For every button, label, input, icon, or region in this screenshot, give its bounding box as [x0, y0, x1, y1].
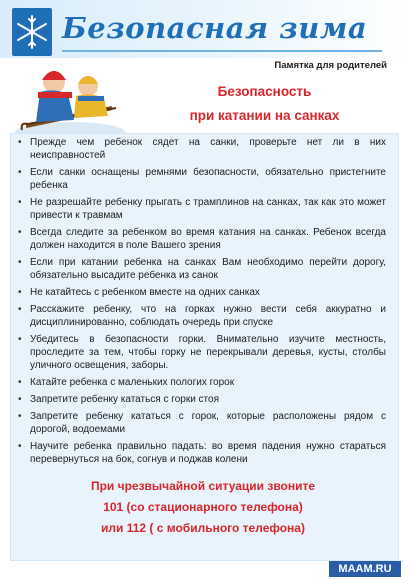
list-item: • Катайте ребенка с маленьких пологих горок — [18, 377, 235, 388]
bullet-icon: • — [18, 227, 22, 238]
list-item: • Убедитесь в безопасности горки. Внимательно изучите местность, проследите за тем, чтобы горку не перекрывали деревья, кусты, столбы уличного освещения, заборы. — [18, 334, 386, 371]
contact-line2: 101 (со стационарного телефона) — [103, 500, 303, 514]
section-heading-line1: Безопасность — [217, 84, 312, 99]
bullet-icon: • — [18, 287, 22, 298]
emergency-contact — [18, 476, 388, 539]
subtitle: Памятка для родителей — [274, 60, 387, 71]
bullet-icon: • — [18, 441, 22, 452]
bullet-icon: • — [18, 257, 22, 268]
list-item: • Всегда следите за ребенком во время катания на санках. Ребенок всегда должен находится в поле Вашего зрения — [18, 227, 386, 251]
contact-line1: При чрезвычайной ситуации звоните — [90, 479, 316, 493]
contact-line3: или 112 ( с мобильного телефона) — [101, 521, 305, 535]
bullet-icon: • — [18, 394, 22, 405]
bullet-icon: • — [18, 377, 22, 388]
children-sledding-illustration — [12, 52, 130, 144]
list-item: • Если при катании ребенка на санках Вам необходимо перейти дорогу, обязательно высадите ребенка из санок — [18, 257, 386, 281]
bullet-icon: • — [18, 334, 22, 345]
list-item: • Научите ребенка правильно падать: во время падения нужно стараться перевернуться на бок, согнув и поджав колени — [18, 441, 386, 465]
list-item: • Если санки оснащены ремнями безопасности, обязательно пристегните ребенка — [18, 167, 386, 191]
section-heading-line2: при катании на санках — [189, 108, 340, 123]
list-item: • Запретите ребенку кататься с горок, которые расположены рядом с дорогой, водоемами — [18, 411, 386, 435]
list-item: • Не катайтесь с ребенком вместе на одних санках — [18, 287, 260, 298]
bullet-icon: • — [18, 197, 22, 208]
list-item: • Расскажите ребенку, что на горках нужно вести себя аккуратно и дисциплинированно, соблюдать очередь при спуске — [18, 304, 386, 328]
bullet-icon: • — [18, 167, 22, 178]
page-title: Безопасная зима — [62, 11, 368, 45]
snowflake-icon — [12, 8, 52, 56]
bullet-icon: • — [18, 304, 22, 315]
bullet-icon: • — [18, 411, 22, 422]
bullet-icon: • — [18, 137, 22, 148]
list-item: • Не разрешайте ребенку прыгать с трамплинов на санках, так как это может привести к травмам — [18, 197, 386, 221]
list-item: • Прежде чем ребенок сядет на санки, проверьте нет ли в них неисправностей — [18, 137, 386, 161]
watermark-logo: MAAM.RU — [329, 561, 401, 577]
list-item: • Запретите ребенку кататься с горки стоя — [18, 394, 219, 405]
tips-list — [18, 136, 386, 466]
